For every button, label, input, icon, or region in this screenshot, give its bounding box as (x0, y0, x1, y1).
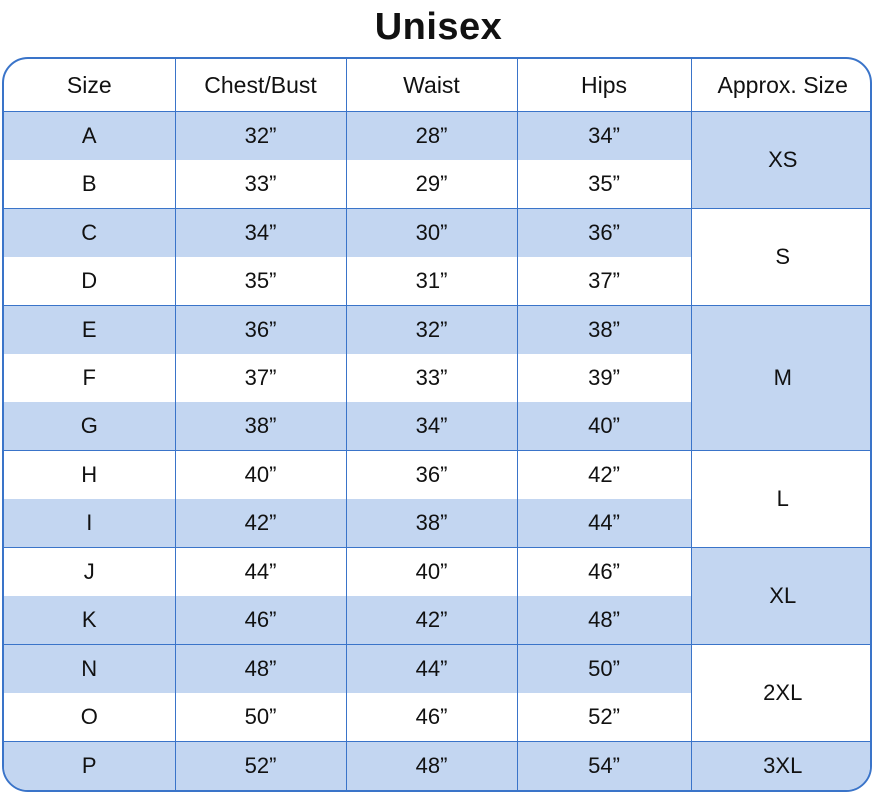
cell-size: H (4, 451, 175, 500)
header-size: Size (4, 59, 175, 112)
cell-size: F (4, 354, 175, 402)
table-row (4, 112, 872, 161)
cell-waist: 30” (346, 209, 517, 258)
cell-chest-bust: 48” (175, 645, 346, 694)
cell-waist: 28” (346, 112, 517, 161)
cell-hips: 48” (517, 596, 691, 645)
cell-chest-bust: 34” (175, 209, 346, 258)
cell-hips: 52” (517, 693, 691, 742)
cell-approx-size: L (691, 451, 872, 548)
table-row (4, 451, 872, 500)
cell-waist: 33” (346, 354, 517, 402)
cell-waist: 34” (346, 402, 517, 451)
cell-size: J (4, 548, 175, 597)
header-waist: Waist (346, 59, 517, 112)
cell-size: K (4, 596, 175, 645)
header-row (4, 59, 872, 112)
cell-chest-bust: 50” (175, 693, 346, 742)
cell-chest-bust: 42” (175, 499, 346, 548)
cell-waist: 32” (346, 306, 517, 355)
cell-size: N (4, 645, 175, 694)
table-row (4, 742, 872, 791)
cell-chest-bust: 38” (175, 402, 346, 451)
cell-size: A (4, 112, 175, 161)
cell-size: D (4, 257, 175, 306)
cell-hips: 34” (517, 112, 691, 161)
cell-waist: 29” (346, 160, 517, 209)
cell-hips: 44” (517, 499, 691, 548)
cell-approx-size: 3XL (691, 742, 872, 791)
cell-waist: 48” (346, 742, 517, 791)
cell-approx-size: XS (691, 112, 872, 209)
cell-waist: 36” (346, 451, 517, 500)
cell-chest-bust: 40” (175, 451, 346, 500)
size-chart-frame (2, 57, 872, 792)
cell-size: P (4, 742, 175, 791)
cell-chest-bust: 52” (175, 742, 346, 791)
cell-hips: 42” (517, 451, 691, 500)
cell-chest-bust: 37” (175, 354, 346, 402)
cell-hips: 38” (517, 306, 691, 355)
cell-chest-bust: 32” (175, 112, 346, 161)
header-hips: Hips (517, 59, 691, 112)
cell-chest-bust: 35” (175, 257, 346, 306)
cell-size: E (4, 306, 175, 355)
page-title: Unisex (374, 6, 503, 48)
cell-hips: 50” (517, 645, 691, 694)
cell-hips: 54” (517, 742, 691, 791)
cell-approx-size: M (691, 306, 872, 451)
cell-hips: 35” (517, 160, 691, 209)
cell-waist: 42” (346, 596, 517, 645)
cell-size: G (4, 402, 175, 451)
cell-chest-bust: 44” (175, 548, 346, 597)
table-row (4, 548, 872, 597)
header-chest-bust: Chest/Bust (175, 59, 346, 112)
cell-approx-size: 2XL (691, 645, 872, 742)
cell-hips: 40” (517, 402, 691, 451)
cell-size: C (4, 209, 175, 258)
cell-hips: 37” (517, 257, 691, 306)
table-row (4, 209, 872, 258)
cell-waist: 31” (346, 257, 517, 306)
cell-waist: 44” (346, 645, 517, 694)
table-row (4, 645, 872, 694)
table-row (4, 306, 872, 355)
cell-hips: 36” (517, 209, 691, 258)
cell-size: I (4, 499, 175, 548)
cell-approx-size: S (691, 209, 872, 306)
header-approx-size: Approx. Size (691, 59, 872, 112)
cell-hips: 39” (517, 354, 691, 402)
cell-hips: 46” (517, 548, 691, 597)
size-chart-table (4, 59, 872, 790)
cell-size: O (4, 693, 175, 742)
cell-approx-size: XL (691, 548, 872, 645)
cell-chest-bust: 36” (175, 306, 346, 355)
cell-chest-bust: 46” (175, 596, 346, 645)
cell-chest-bust: 33” (175, 160, 346, 209)
cell-size: B (4, 160, 175, 209)
cell-waist: 46” (346, 693, 517, 742)
cell-waist: 38” (346, 499, 517, 548)
cell-waist: 40” (346, 548, 517, 597)
